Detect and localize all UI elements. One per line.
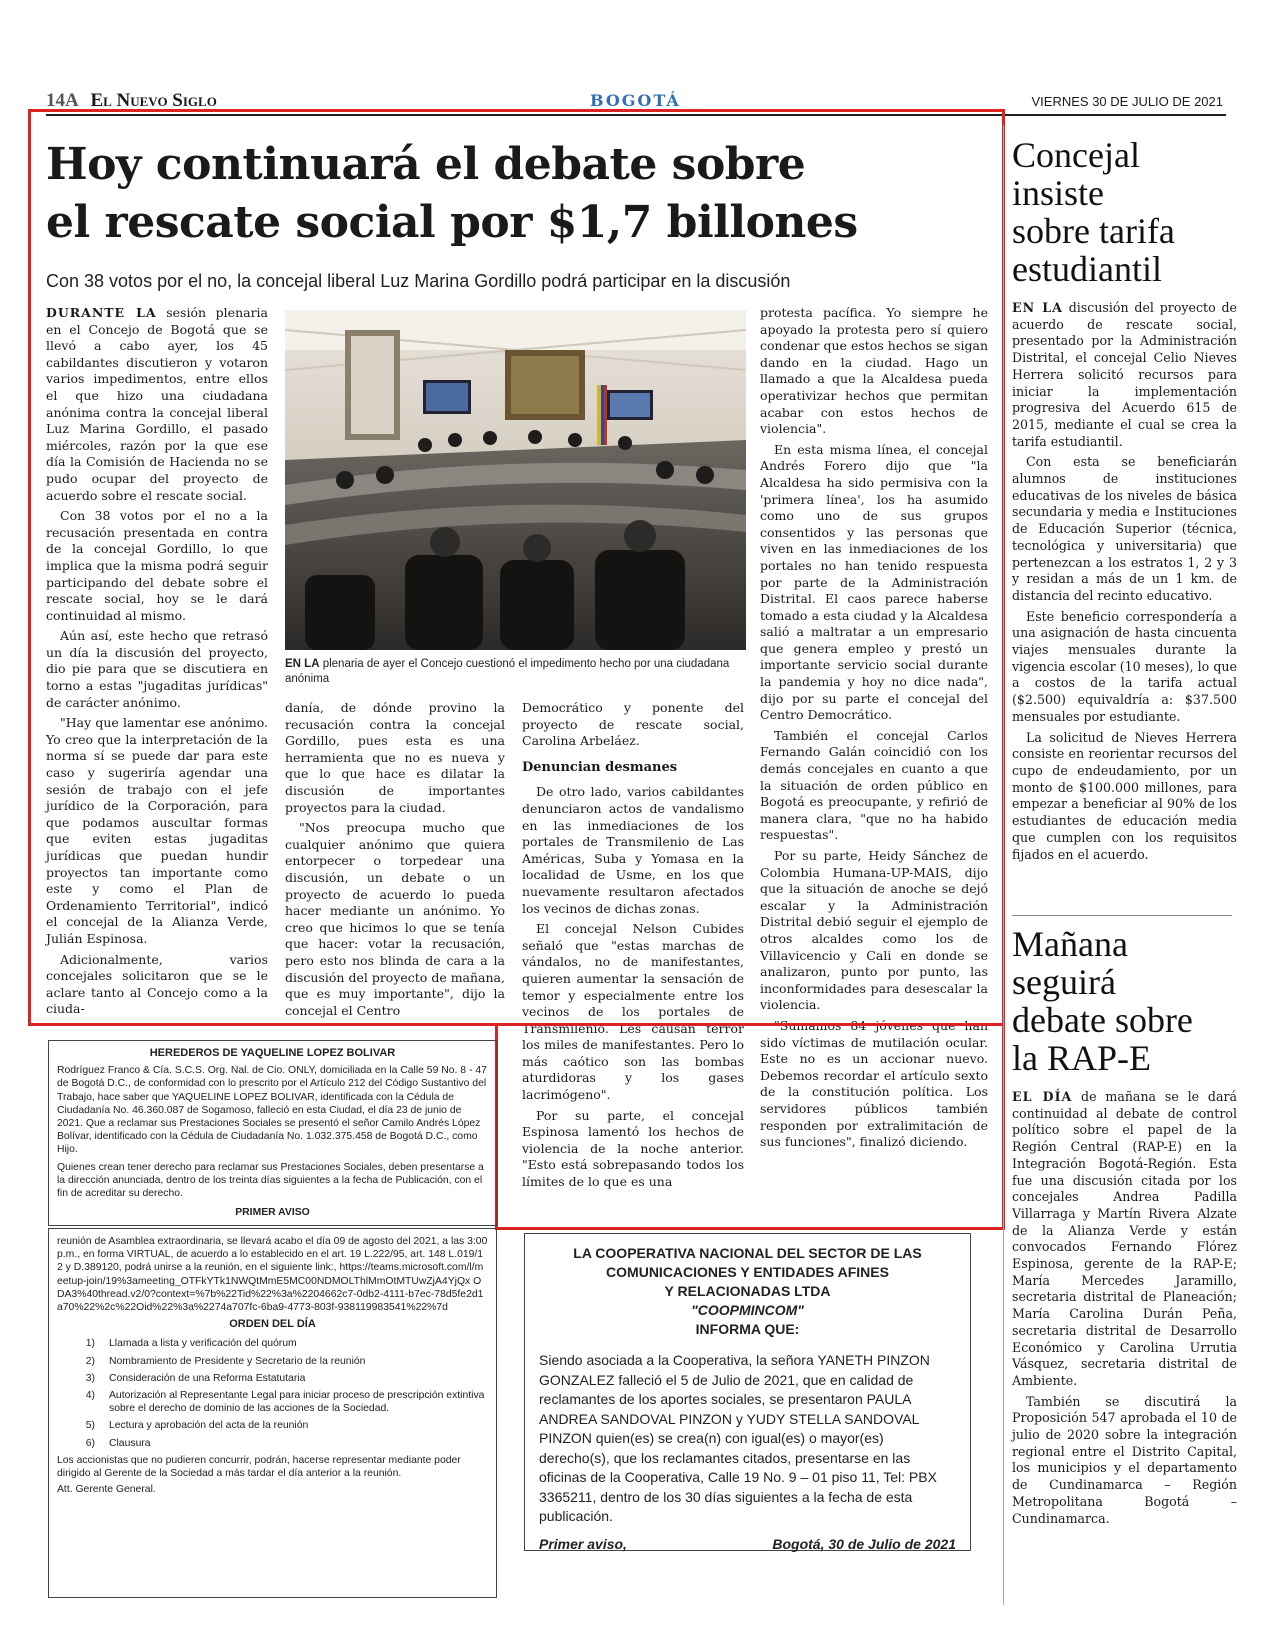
paragraph: La solicitud de Nieves Herrera consiste en reorientar recursos del cupo de endeudamiento, por un monto de $100.000 millones, para empezar a beneficiar al 90% de los estudiantes de educación media que cumplen con los requisitos fijados en el acuerdo. [1012,729,1237,862]
agenda-item [57,1389,488,1415]
paragraph: danía, de dónde provino la recusación contra la concejal Gordillo, pues esta es una herramienta que no es nueva y que lo que hace es dilatar la discusión de importantes proyectos para la ciudad. [285,700,505,815]
agenda-item-number: 6) [85,1437,95,1449]
notice-signature: Att. Gerente General. [57,1484,156,1496]
title-line: Mañana [1012,924,1128,964]
side-story-1 [1012,136,1237,867]
headline-line-1: Hoy continuará el debate sobre [46,139,806,190]
lead-word: EN LA [1012,300,1063,315]
sidebar-divider [1003,125,1004,1605]
paragraph: "Nos preocupa mucho que cualquier anónimo que quiera entorpecer o torpedear una discusión, un debate o un proyecto de acuerdo lo pueda hacer mediante un anónimo. Yo creo que hicimos lo que se tenía que hacer: votar la recusación, pero esto nos blinda de cara a la discusión del proyecto de mañana, que es muy importante", dijo la concejal el Centro [285,820,505,1018]
headline-line-2: el rescate social por $1,7 billones [46,197,858,248]
paragraph: Por su parte, el concejal Espinosa lamentó los hechos de violencia de la noche anterior. "Esto está sobrepasando todos los límites de lo que es una [522,1107,744,1190]
paragraph: discusión del proyecto de acuerdo de rescate social, presentado por la Administración Distrital, el concejal Celio Nieves Herrera solicitó recursos para iniciar la implementación progresiva del Acuerdo 615 de 2015, mediante el cual se crea la tarifa estudiantil. [1012,300,1237,449]
paragraph: sesión plenaria en el Concejo de Bogotá que se llevó a cabo ayer, los 45 cabildantes discutieron y votaron varios impedimentos, entre ellos el que hizo una ciudadana anónima contra la concejal liberal Luz Marina Gordillo, el pasado miércoles, razón por la que ese día la Comisión de Hacienda no se pudo ocupar del proyecto de acuerdo sobre el rescate social. [46,305,268,503]
paragraph: "Sumamos 84 jóvenes que han sido víctimas de mutilación ocular. Este no es un accionar nuevo. Debemos recordar el artículo sexto de la constitución política. Los servidores públicos también responden por extralimitación de sus funciones", finalizó diciendo. [760,1017,988,1150]
notice-title: HEREDEROS DE YAQUELINE LOPEZ BOLIVAR [149,1047,396,1059]
article-column-2 [285,700,505,1023]
paragraph: De otro lado, varios cabildantes denunciaron actos de vandalismo en las inmediaciones de los portales de Transmilenio de Las Américas, Suba y Yomasa en la localidad de Usme, en los que nuevamente resultaron afectados los vecinos de dichas zonas. [522,784,744,916]
notice-footer: PRIMER AVISO [235,1207,310,1219]
issue-date: VIERNES 30 DE JULIO DE 2021 [1031,94,1223,109]
notice-heading: Y RELACIONADAS LTDA [664,1283,831,1299]
legal-notice-heirs [48,1040,497,1226]
agenda-item-text: Nombramiento de Presidente y Secretario de la reunión [109,1355,366,1367]
paragraph: También se discutirá la Proposición 547 aprobada el 10 de julio de 2020 sobre la integración regional entre el Distrito Capital, los municipios y el departamento de Cundinamarca – Región Metropolitana Bogotá – Cundinamarca. [1012,1393,1237,1526]
agenda-item-number: 1) [85,1338,95,1350]
title-line: la RAP-E [1012,1038,1151,1078]
notice-heading: COMUNICACIONES Y ENTIDADES AFINES [606,1264,889,1280]
notice-footer-left: Primer aviso, [539,1535,627,1552]
council-chamber-illustration [285,310,746,650]
paragraph: protesta pacífica. Yo siempre he apoyado la protesta pero sí quiero condenar que estos hechos se sigan dando en la ciudad. Hago un llamado a que la Alcaldesa pueda operativizar hechos que permitan acabar con estos hechos de violencia". [760,305,988,437]
side-story-1-title [1012,136,1237,288]
article-headline [46,136,946,252]
article-column-1 [46,305,268,1022]
notice-body: Rodríguez Franco & Cía. S.C.S. Org. Nal. de Cio. ONLY, domiciliada en la Calle 59 No. 8 - 47 de Bogotá D.C., de conformidad con lo prescrito por el Artículo 212 del Código Sustantivo del Trabajo, hace saber que YAQUELINE LOPEZ BOLIVAR, identificada con la Cédula de Ciudadanía No. 46.360.087 de Sogamoso, falleció en esta Ciudad, el día 23 de junio de 2021. Que a reclamar sus Prestaciones Sociales se presentó el señor Camilo Andrés López Bolívar, identificado con la Cédula de Ciudadanía No. 1.032.375.458 de Bogotá D.C., como Hijo. [57,1065,487,1156]
notice-closing: Los accionistas que no pudieren concurrir, podrán, hacerse representar mediante poder dirigido al Gerente de la Sociedad a más tardar el día anterior a la reunión. [57,1454,461,1480]
article-photo [285,310,746,650]
title-line: seguirá [1012,962,1116,1002]
paragraph: El concejal Nelson Cubides señaló que "estas marchas de vándalos, no de manifestantes, quieren aumentar la sensación de temor y especialmente entre los vecinos de los portales de Transmilenio. Les causan terror los miles de manifestantes. Pero lo más caótico son las bombas aturdidoras y los gases lacrimógeno". [522,921,744,1103]
notice-heading: INFORMA QUE: [695,1321,800,1337]
agenda-item-text: Autorización al Representante Legal para iniciar proceso de prescripción extintiva sobre el derecho de dominio de las acciones de la Sociedad. [109,1390,485,1415]
photo-caption [285,657,746,687]
agenda-item-number: 4) [85,1390,95,1402]
title-line: sobre tarifa [1012,211,1175,251]
notice-heading: "COOPMINCOM" [691,1302,804,1318]
agenda-item-text: Lectura y aprobación del acta de la reunión [109,1420,309,1432]
notice-body: Siendo asociada a la Cooperativa, la señora YANETH PINZON GONZALEZ falleció el 5 de Julio de 2021, que en calidad de reclamantes de los aportes sociales, se presentaron PAULA ANDREA SANDOVAL PINZON y YUDY STELLA SANDOVAL PINZON quien(es) se crea(n) con igual(es) o mayor(es) derecho(s), que los reclamantes citados, presentarse en las oficinas de la Cooperativa, Calle 19 No. 9 – 01 piso 11, Tel: PBX 3365211, dentro de los 30 días siguientes a la fecha de esta publicación. [539,1352,937,1524]
paragraph: Por su parte, Heidy Sánchez de Colombia Humana-UP-MAIS, dijo que la situación de anoche se dejó escalar y la Administración Distrital debió seguir el ejemplo de otros alcaldes como los de Villavicencio y Cali en donde se analizaron, punto por punto, las inconformidades para desescalar la violencia. [760,848,988,1013]
side-story-separator [1012,915,1232,916]
agenda-item-number: 3) [85,1372,95,1384]
agenda-item-text: Consideración de una Reforma Estatutaria [109,1372,306,1384]
subhead: Denuncian desmanes [522,759,678,775]
side-story-2 [1012,925,1237,1531]
agenda-item-number: 5) [85,1420,95,1432]
legal-notice-assembly [48,1228,497,1598]
title-line: Concejal [1012,135,1140,175]
notice-heading: LA COOPERATIVA NACIONAL DEL SECTOR DE LAS [573,1245,922,1261]
page-folio [46,90,217,112]
header-rule [46,114,1226,116]
legal-notice-cooperative [524,1233,971,1551]
paragraph: Adicionalmente, varios concejales solicitaron que se le aclare tanto al Concejo como a la ciuda- [46,951,268,1017]
notice-body: Quienes crean tener derecho para reclamar sus Prestaciones Sociales, deben presentarse a la dirección anunciada, dentro de los treinta días siguientes a la fecha de Publicación, con el fin de acreditar su derecho. [57,1161,484,1200]
section-name: BOGOTÁ [590,91,681,110]
page-number: 14A [46,90,78,111]
paragraph: También el concejal Carlos Fernando Galán coincidió con los demás concejales en cuanto a que la situación de orden público en Bogotá es preocupante, y refirió de manera clara, "que no ha habido respuestas". [760,727,988,843]
article-deck: Con 38 votos por el no, la concejal liberal Luz Marina Gordillo podrá participar en la discusión [46,271,791,291]
newspaper-name: El Nuevo Siglo [90,90,217,111]
agenda-item-number: 2) [85,1355,95,1367]
paragraph: Con esta se beneficiarán alumnos de instituciones educativas de los niveles de básica secundaria y media e Instituciones de Educación Superior (técnica, tecnológica y universitaria) que pertenezcan a los estratos 1, 2 y 3 y residan a más de un 1 km. de distancia del recinto educativo. [1012,454,1237,603]
agenda-title: ORDEN DEL DÍA [229,1318,316,1331]
agenda-item [57,1437,488,1450]
paragraph: Aún así, este hecho que retrasó un día la discusión del proyecto, dio pie para que se discutiera en torno a estas "jugaditas jurídicas" de carácter anónimo. [46,628,268,710]
title-line: insiste [1012,173,1105,213]
agenda-item [57,1419,488,1432]
paragraph: "Hay que lamentar ese anónimo. Yo creo que la interpretación de la norma sí se puede dar para este caso y sugeriría agendar una sesión de trabajo con el jefe jurídico de la Corporación, para que podamos auscultar formas que eviten estas jugaditas jurídicas que puedan hundir proyectos tan importante como este y como el Plan de Ordenamiento Territorial", indicó el concejal de la Alianza Verde, Julián Espinosa. [46,715,268,946]
side-story-2-title [1012,925,1237,1077]
agenda-item [57,1337,488,1350]
caption-text: plenaria de ayer el Concejo cuestionó el impedimento hecho por una ciudadana anónima [285,658,730,685]
article-column-3 [522,700,744,1195]
title-line: debate sobre [1012,1000,1193,1040]
agenda-item-text: Clausura [109,1437,151,1449]
paragraph: En esta misma línea, el concejal Andrés Forero dijo que "la Alcaldesa ha sido permisiva con la 'primera línea', los ha asumido como uno de sus grupos consentidos y las personas que viven en las inmediaciones de los portales no han tenido respuesta por parte de la Administración Distrital. El caos parece haberse tomado a esta ciudad y la Alcaldesa salió a maltratar a un empresario que genera empleo y prestó un importante servicio social durante la pandemia y hoy no dice nada", dijo por su parte el concejal del Centro Democrático. [760,441,988,723]
notice-intro: reunión de Asamblea extraordinaria, se llevará acabo el día 09 de agosto del 2021, a las 3:00 p.m., en forma VIRTUAL, de acuerdo a lo establecido en el art. 19 L.222/95, art. 148 L.019/12 y D.389120, podrá unirse a la reunión, en el siguiente link:, https://teams.microsoft.com/l/meetup-join/19%3ameeting_OTFkYTk1NWQtMmE5MC00NDMOLThlMmOtMTUwZjA4YjQx ODA3%40thread.v2/0?context=%7b%22Tid%22%3a%2204662c7-0db2-4111-b7ec-78d5fe2d1a70%22%2c%22Oid%22%3a%2274a707fc-6ba9-4773-803f-938119983541%22%7d [57,1236,488,1314]
side-story-2-body [1012,1089,1237,1527]
title-line: estudiantil [1012,249,1162,289]
lead-word: EL DÍA [1012,1089,1073,1104]
caption-lead: EN LA [285,658,320,670]
paragraph: Democrático y ponente del proyecto de rescate social, Carolina Arbeláez. [522,700,744,749]
paragraph: Este beneficio correspondería a una asignación de hasta cincuenta viajes mensuales durante la vigencia escolar (10 meses), lo que a costos de la tarifa actual ($2.500) equivaldría a: $37.500 mensuales por estudiante. [1012,608,1237,724]
agenda-item [57,1372,488,1385]
notice-footer [539,1535,956,1555]
side-story-1-body [1012,300,1237,863]
lead-word: DURANTE LA [46,305,157,320]
notice-footer-right: Bogotá, 30 de Julio de 2021 [772,1535,956,1552]
agenda-item-text: Llamada a lista y verificación del quórum [109,1338,297,1350]
agenda-item [57,1355,488,1368]
article-column-4 [760,305,988,1155]
highlight-frame-bottom [495,1227,1005,1230]
paragraph: Con 38 votos por el no a la recusación presentada en contra de la concejal Gordillo, lo que implica que la misma podrá seguir participando del debate sobre el rescate social, hoy se le dará continuidad al mismo. [46,508,268,623]
paragraph: de mañana se le dará continuidad al debate de control político sobre el papel de la Región Central (RAP-E) en la Integración Bogotá-Región. Esta fue una discusión citada por los concejales Andrea Padilla Villarraga y Martín Rivera Alzate de la Alianza Verde y están convocados Fernando Flórez Espinosa, gerente de la RAP-E; María Mercedes Jaramillo, secretaria distrital de Planeación; María Carolina Durán Peña, secretaria distrital de Desarrollo Económico y Carolina Urrutia Vásquez, secretaria distrital de Ambiente. [1012,1089,1237,1388]
